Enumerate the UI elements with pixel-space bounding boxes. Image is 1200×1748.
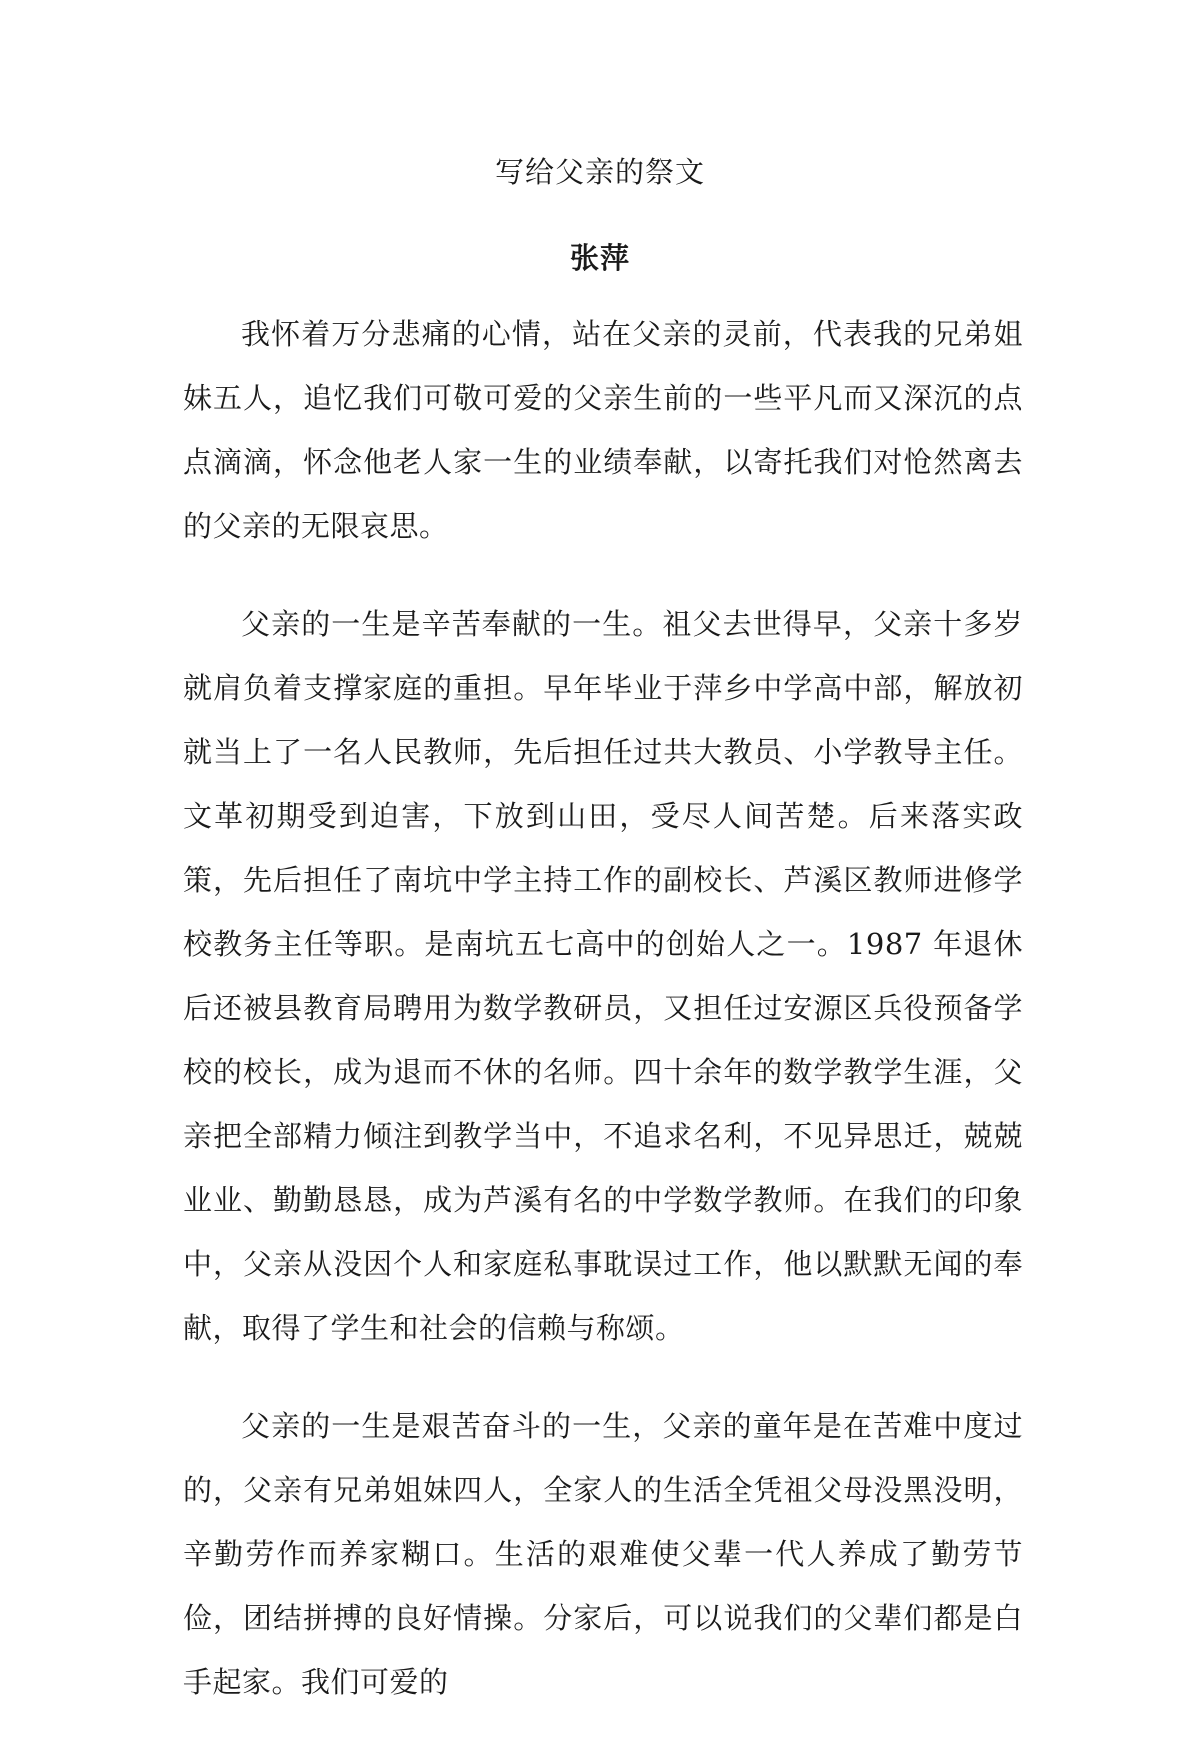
document-title: 写给父亲的祭文 [494, 155, 705, 189]
document-author: 张萍 [569, 241, 630, 275]
document-body [183, 302, 1023, 1748]
paragraph-3: 父亲的一生是艰苦奋斗的一生，父亲的童年是在苦难中度过的，父亲有兄弟姐妹四人，全家人的生活全凭祖父母没黑没明，辛勤劳作而养家糊口。生活的艰难使父辈一代人养成了勤劳节俭，团结拼搏的良好情操。分家后，可以说我们的父辈们都是白手起家。我们可爱的 [183, 1409, 1023, 1699]
paragraph-2: 父亲的一生是辛苦奉献的一生。祖父去世得早，父亲十多岁就肩负着支撑家庭的重担。早年毕业于萍乡中学高中部，解放初就当上了一名人民教师，先后担任过共大教员、小学教导主任。文革初期受到迫害，下放到山田，受尽人间苦楚。后来落实政策，先后担任了南坑中学主持工作的副校长、芦溪区教师进修学校教务主任等职。是南坑五七高中的创始人之一。1987 年退休后还被县教育局聘用为数学教研员，又担任过安源区兵役预备学校的校长，成为退而不休的名师。四十余年的数学教学生涯，父亲把全部精力倾注到教学当中，不追求名利，不见异思迁，兢兢业业、勤勤恳恳，成为芦溪有名的中学数学教师。在我们的印象中，父亲从没因个人和家庭私事耽误过工作，他以默默无闻的奉献，取得了学生和社会的信赖与称颂。 [183, 607, 1023, 1345]
paragraph-1: 我怀着万分悲痛的心情，站在父亲的灵前，代表我的兄弟姐妹五人，追忆我们可敬可爱的父亲生前的一些平凡而又深沉的点点滴滴，怀念他老人家一生的业绩奉献，以寄托我们对怆然离去的父亲的无限哀思。 [183, 317, 1023, 543]
